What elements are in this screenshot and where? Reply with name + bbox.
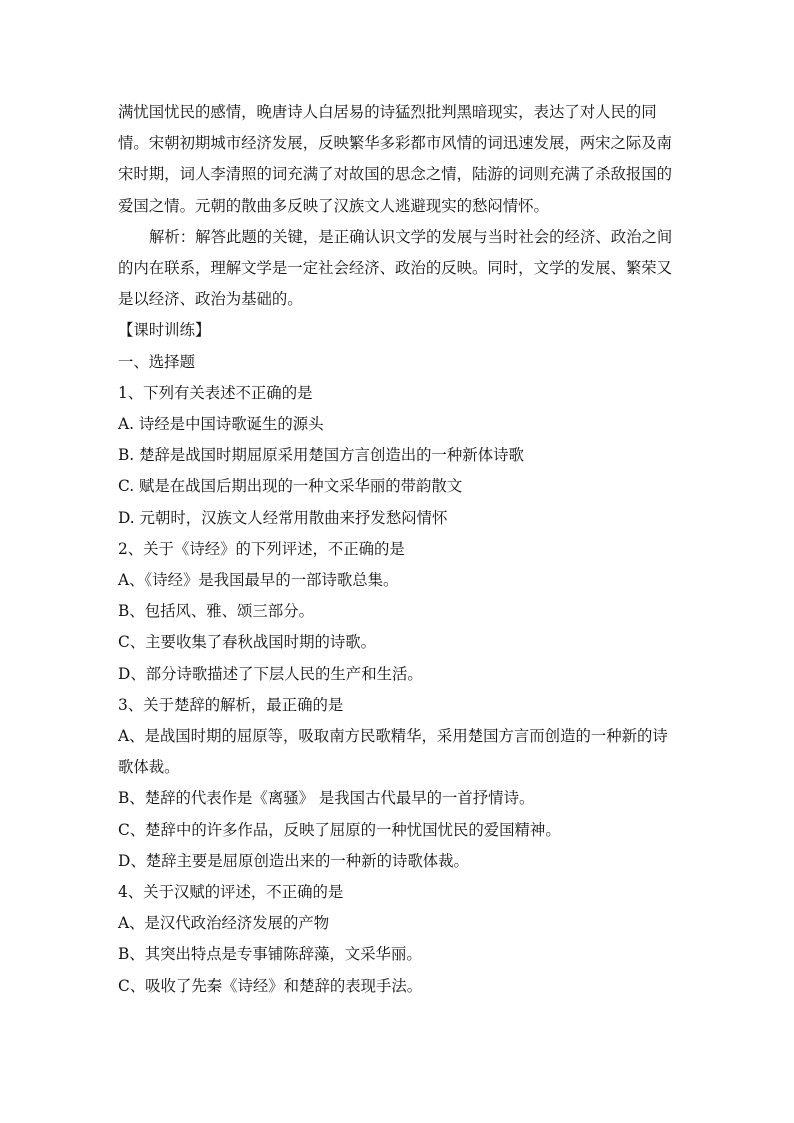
question-stem: 2、关于《诗经》的下列评述，不正确的是 xyxy=(118,539,405,558)
option-a: A. 诗经是中国诗歌诞生的源头 xyxy=(118,415,324,434)
question-stem: 1、下列有关表述不正确的是 xyxy=(118,383,313,402)
option-b: B. 楚辞是战国时期屈原采用楚国方言创造出的一种新体诗歌 xyxy=(118,446,524,465)
question-stem: 3、关于楚辞的解析，最正确的是 xyxy=(118,695,344,714)
question-2 xyxy=(118,534,678,690)
analysis-paragraph: 解析：解答此题的关键，是正确认识文学的发展与当时社会的经济、政治之间的内在联系，理解文学是一定社会经济、政治的反映。同时，文学的发展、繁荣又是以经济、政治为基础的。 xyxy=(118,227,673,309)
option-a: A、是汉代政治经济发展的产物 xyxy=(118,914,330,933)
option-d: D、楚辞主要是屈原创造出来的一种新的诗歌体裁。 xyxy=(118,851,469,870)
option-d: D、部分诗歌描述了下层人民的生产和生活。 xyxy=(118,664,423,683)
question-4 xyxy=(118,877,678,1002)
question-stem: 4、关于汉赋的评述，不正确的是 xyxy=(118,883,344,902)
option-b: B、包括风、雅、颂三部分。 xyxy=(118,602,314,621)
question-1 xyxy=(118,378,678,534)
option-b: B、楚辞的代表作是《离骚》 是我国古代最早的一首抒情诗。 xyxy=(118,789,535,808)
intro-paragraph: 满忧国忧民的感情，晚唐诗人白居易的诗猛烈批判黑暗现实，表达了对人民的同情。宋朝初期城市经济发展，反映繁华多彩都市风情的词迅速发展，两宋之际及南宋时期，词人李清照的词充满了对故国的思念之情，陆游的词则充满了杀敌报国的爱国之情。元朝的散曲多反映了汉族文人逃避现实的愁闷情怀。 xyxy=(118,103,673,215)
option-a: A、《诗经》是我国最早的一部诗歌总集。 xyxy=(118,571,399,590)
option-c: C、主要收集了春秋战国时期的诗歌。 xyxy=(118,633,377,652)
option-c: C、楚辞中的许多作品，反映了屈原的一种忧国忧民的爱国精神。 xyxy=(118,820,561,839)
question-3 xyxy=(118,690,678,877)
option-d: D. 元朝时，汉族文人经常用散曲来抒发愁闷情怀 xyxy=(118,508,448,527)
option-a: A、是战国时期的屈原等，吸取南方民歌精华，采用楚国方言而创造的一种新的诗歌体裁。 xyxy=(118,727,668,777)
option-c: C. 赋是在战国后期出现的一种文采华丽的带韵散文 xyxy=(118,477,463,496)
document-page xyxy=(118,97,678,1002)
option-c: C、吸收了先秦《诗经》和楚辞的表现手法。 xyxy=(118,976,423,995)
subsection-heading: 一、选择题 xyxy=(118,352,195,371)
section-heading: 【课时训练】 xyxy=(118,321,211,340)
option-b: B、其突出特点是专事铺陈辞藻，文采华丽。 xyxy=(118,945,422,964)
